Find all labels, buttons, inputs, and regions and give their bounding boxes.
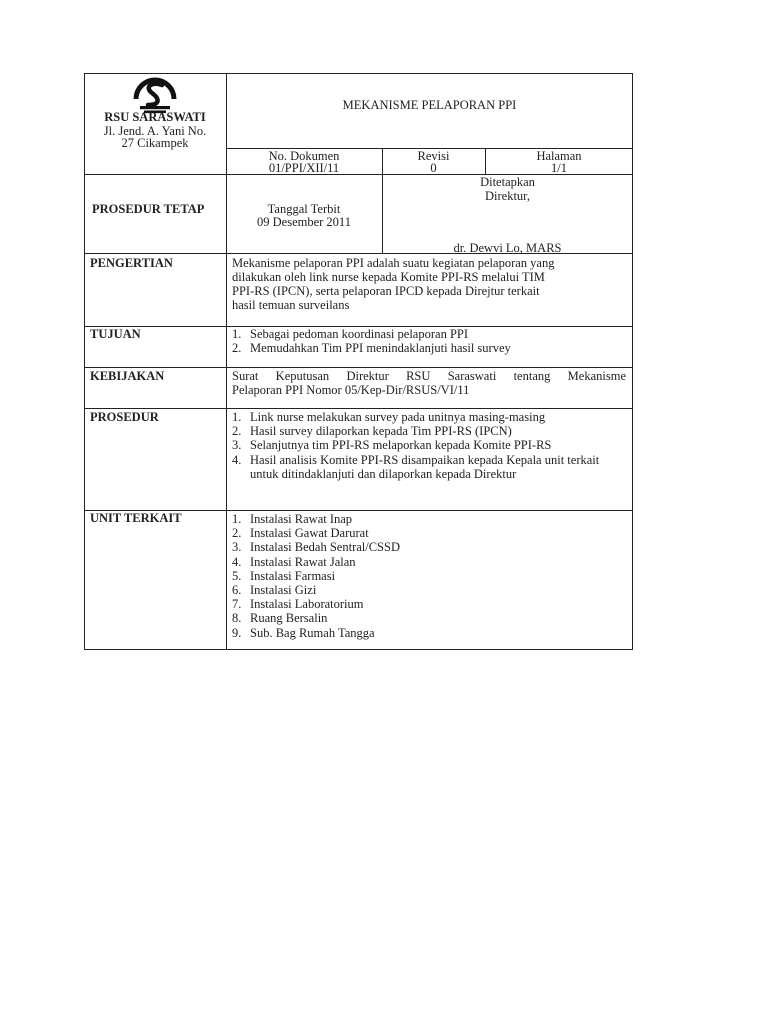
pengertian-label: PENGERTIAN xyxy=(90,256,173,270)
document-title: MEKANISME PELAPORAN PPI xyxy=(342,98,517,112)
tujuan-label: TUJUAN xyxy=(90,327,141,341)
list-item xyxy=(232,526,626,540)
list-text: Ruang Bersalin xyxy=(250,611,328,626)
revisi-label: Revisi xyxy=(417,149,450,163)
list-text: Instalasi Gizi xyxy=(250,583,317,598)
list-number: 5. xyxy=(232,568,242,583)
institution-address: Jl. Jend. A. Yani No. xyxy=(103,124,207,138)
list-item xyxy=(232,597,626,611)
pengertian-line: Mekanisme pelaporan PPI adalah suatu kegiatan pelaporan yang xyxy=(232,256,555,270)
institution-address: 27 Cikampek xyxy=(121,136,189,150)
list-number: 8. xyxy=(232,611,242,626)
unit-terkait-label: UNIT TERKAIT xyxy=(90,511,182,525)
list-text: Sub. Bag Rumah Tangga xyxy=(250,625,375,640)
list-number: 9. xyxy=(232,625,242,640)
list-text: Instalasi Farmasi xyxy=(250,568,336,583)
list-text: Instalasi Gawat Darurat xyxy=(250,526,369,541)
tujuan-list xyxy=(232,327,626,355)
list-text: Instalasi Rawat Inap xyxy=(250,512,353,526)
tanggal-terbit-label: Tanggal Terbit xyxy=(267,202,341,216)
list-item xyxy=(232,540,626,554)
sop-document xyxy=(84,73,633,650)
kebijakan-line: Pelaporan PPI Nomor 05/Kep-Dir/RSUS/VI/11 xyxy=(232,383,470,397)
list-text: Instalasi Bedah Sentral/CSSD xyxy=(250,540,400,555)
list-number: 4. xyxy=(232,554,242,569)
halaman-value: 1/1 xyxy=(551,161,567,175)
unit-terkait-list xyxy=(232,512,626,640)
doc-no-label: No. Dokumen xyxy=(268,149,340,163)
list-text: Sebagai pedoman koordinasi pelaporan PPI xyxy=(250,327,469,341)
list-item xyxy=(232,327,626,341)
list-number: 3. xyxy=(232,540,242,555)
list-number: 1. xyxy=(232,327,242,341)
ditetapkan-label: Ditetapkan xyxy=(480,175,535,189)
list-item xyxy=(232,569,626,583)
list-number: 6. xyxy=(232,583,242,598)
list-text: Selanjutnya tim PPI-RS melaporkan kepada Komite PPI-RS xyxy=(250,438,552,453)
list-item xyxy=(232,626,626,640)
pengertian-line: PPI-RS (IPCN), serta pelaporan IPCD kepada Direjtur terkait xyxy=(232,284,540,298)
doc-no-value: 01/PPI/XII/11 xyxy=(268,161,340,175)
kebijakan-line: Surat Keputusan Direktur RSU Saraswati tentang Mekanisme xyxy=(232,369,626,383)
kebijakan-text xyxy=(232,369,626,397)
list-number: 1. xyxy=(232,512,242,526)
list-item xyxy=(232,555,626,569)
list-number: 7. xyxy=(232,597,242,612)
list-text: Hasil analisis Komite PPI-RS disampaikan kepada Kepala unit terkait untuk ditindaklanjuti dan dilaporkan kepada Direktur xyxy=(250,452,600,481)
list-number: 1. xyxy=(232,410,242,424)
pengertian-line: dilakukan oleh link nurse kepada Komite PPI-RS melalui TIM xyxy=(232,270,545,284)
list-number: 4. xyxy=(232,452,242,467)
tanggal-terbit-value: 09 Desember 2011 xyxy=(257,215,351,229)
institution-name: RSU SARASWATI xyxy=(104,110,206,124)
list-number: 2. xyxy=(232,424,242,439)
halaman-label: Halaman xyxy=(536,149,582,163)
pengertian-line: hasil temuan surveilans xyxy=(232,298,350,312)
list-item xyxy=(232,453,626,481)
list-item xyxy=(232,424,626,438)
list-text: Instalasi Rawat Jalan xyxy=(250,554,356,569)
revisi-value: 0 xyxy=(430,161,437,175)
list-item xyxy=(232,512,626,526)
signer-name: dr. Dewvi Lo, MARS xyxy=(453,241,562,255)
list-item xyxy=(232,410,626,424)
list-number: 2. xyxy=(232,526,242,541)
kebijakan-label: KEBIJAKAN xyxy=(90,369,165,383)
list-item xyxy=(232,611,626,625)
list-text: Link nurse melakukan survey pada unitnya masing-masing xyxy=(250,410,546,424)
list-item xyxy=(232,438,626,452)
list-text: Memudahkan Tim PPI menindaklanjuti hasil survey xyxy=(250,341,511,356)
list-item xyxy=(232,583,626,597)
list-text: Instalasi Laboratorium xyxy=(250,597,364,612)
hospital-logo-icon xyxy=(130,75,180,115)
list-item xyxy=(232,341,626,355)
prosedur-tetap-label: PROSEDUR TETAP xyxy=(92,202,205,216)
direktur-label: Direktur, xyxy=(485,189,530,203)
prosedur-label: PROSEDUR xyxy=(90,410,159,424)
row-divider xyxy=(84,408,633,409)
pengertian-text xyxy=(232,256,626,312)
list-text: Hasil survey dilaporkan kepada Tim PPI-RS (IPCN) xyxy=(250,424,512,439)
list-number: 2. xyxy=(232,341,242,356)
row-divider xyxy=(84,367,633,368)
prosedur-list xyxy=(232,410,626,481)
list-number: 3. xyxy=(232,438,242,453)
